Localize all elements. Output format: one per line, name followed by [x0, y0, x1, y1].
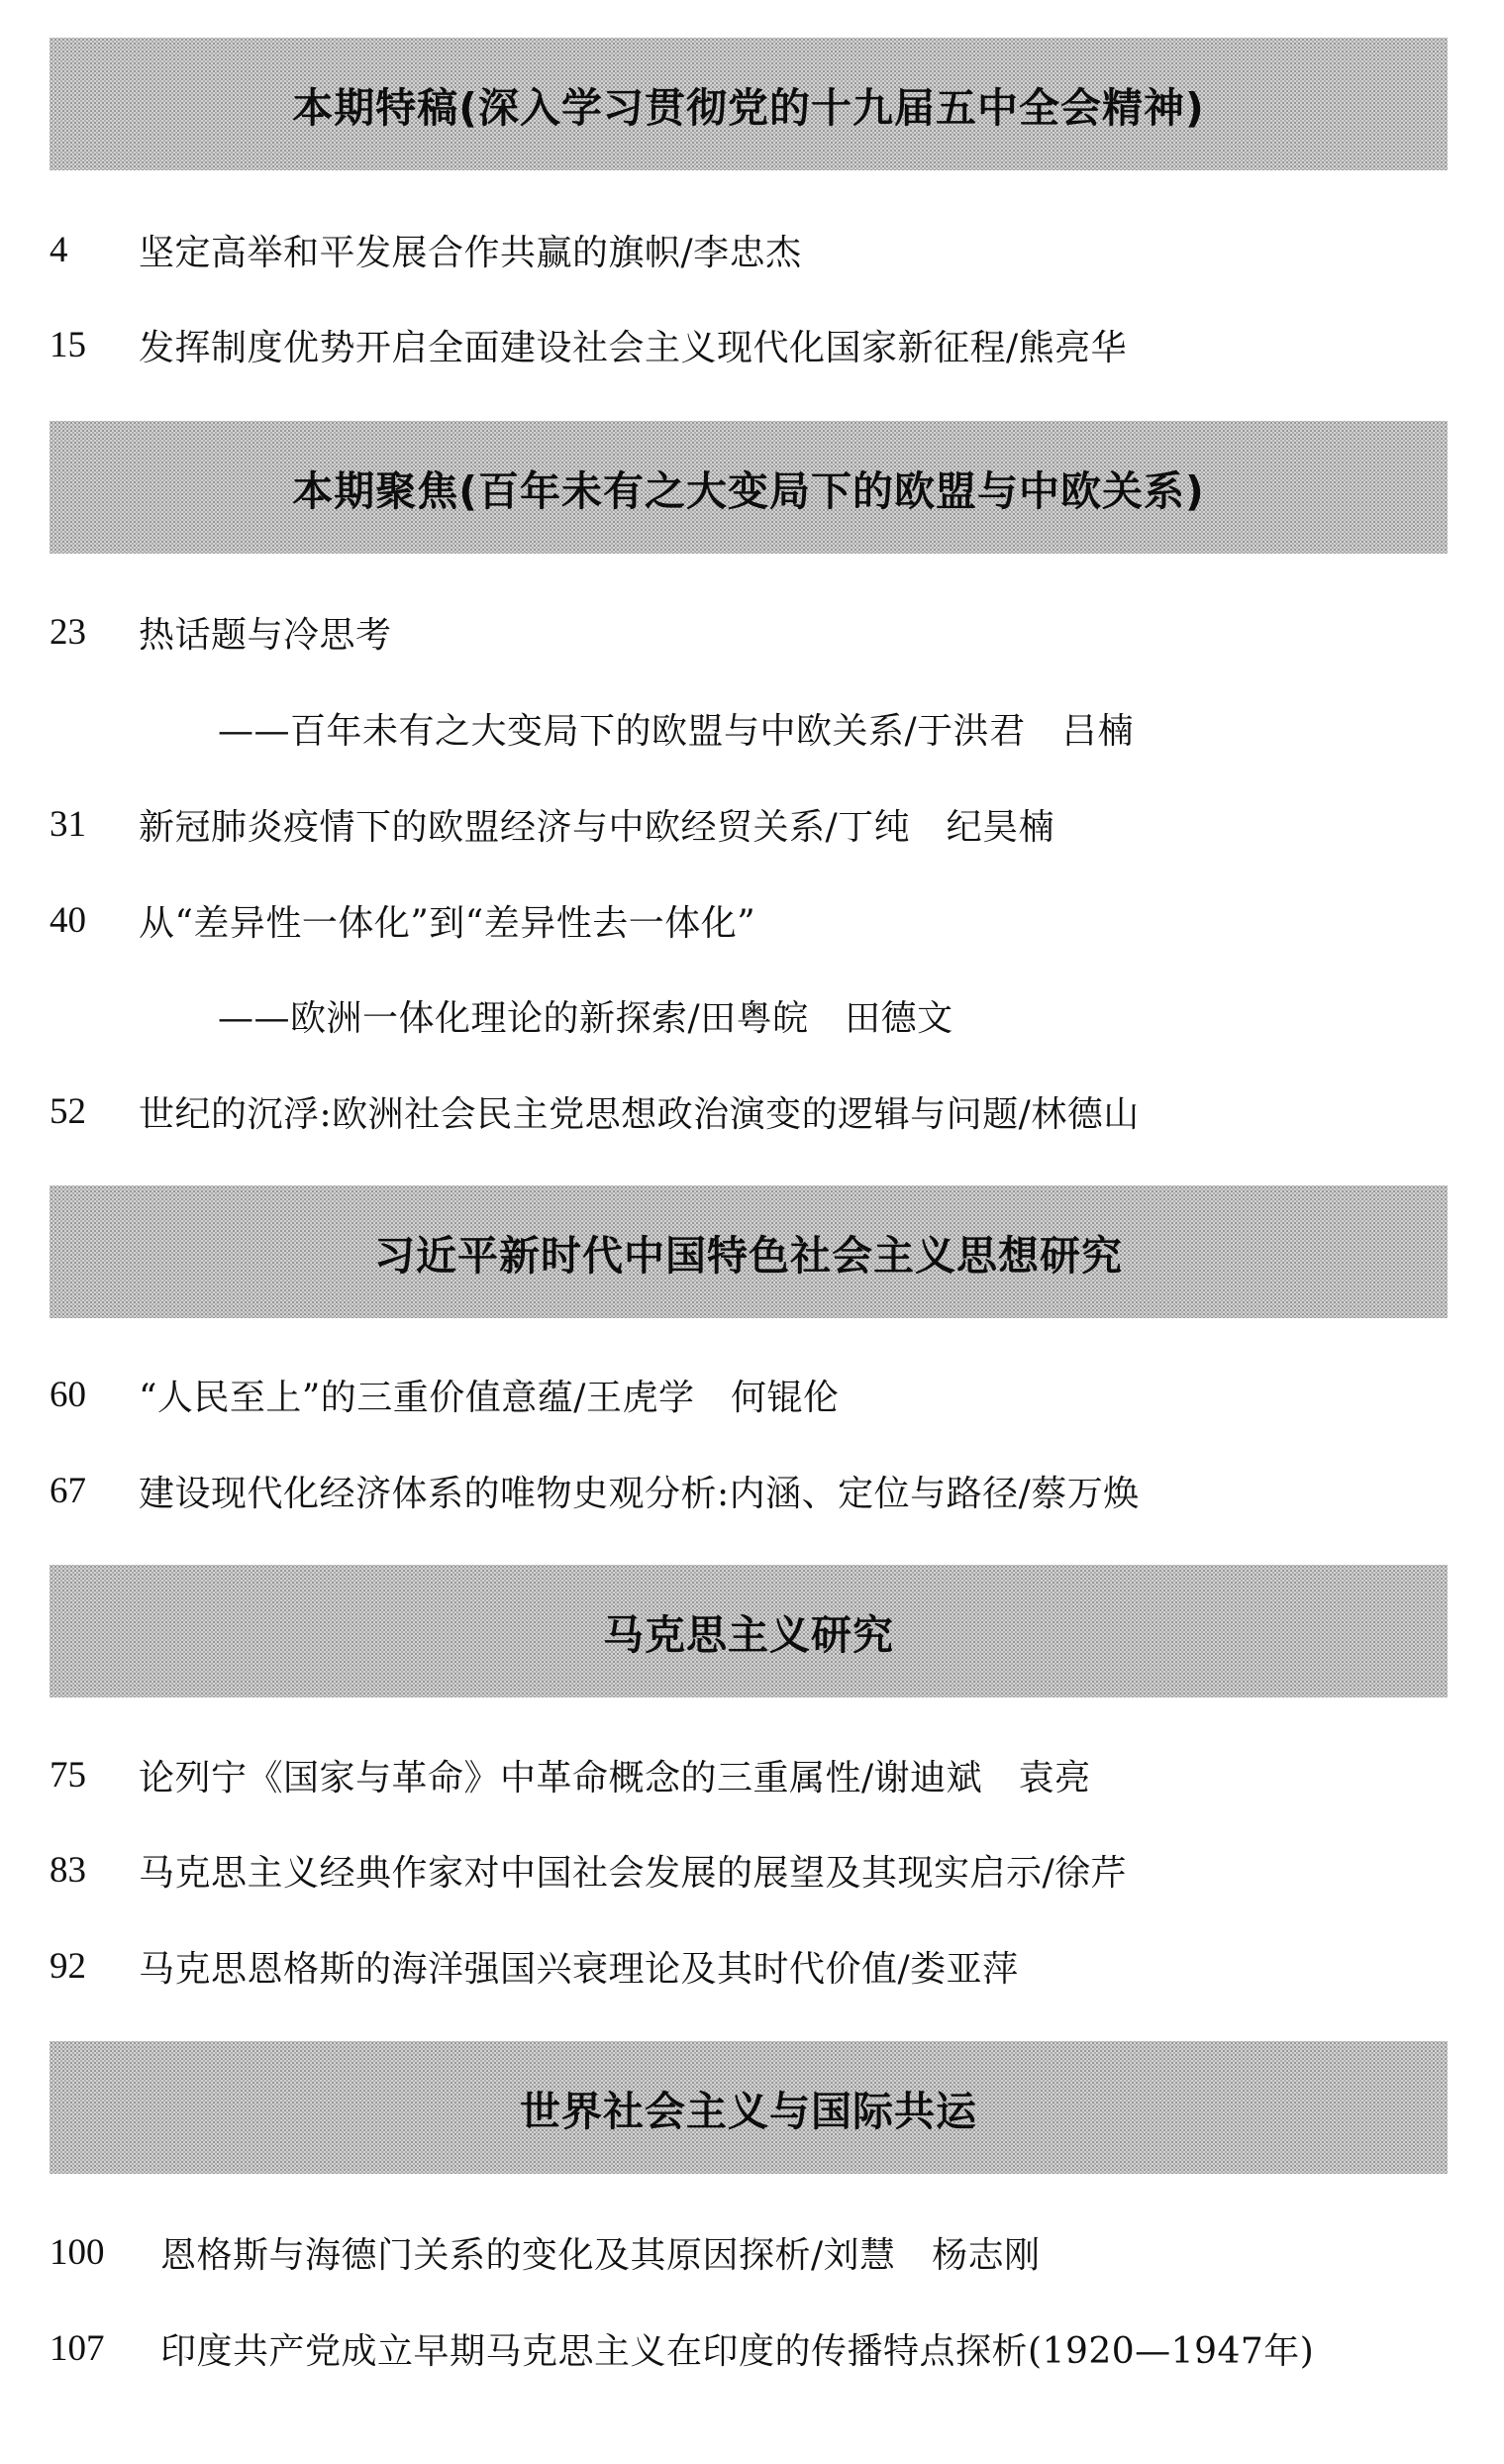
section-banner	[50, 421, 1448, 554]
entry-title: 坚定高举和平发展合作共赢的旗帜/李忠杰	[139, 232, 802, 273]
entry-title: 马克思恩格斯的海洋强国兴衰理论及其时代价值/娄亚萍	[139, 1948, 1019, 1990]
page-number: 92	[50, 1945, 86, 1987]
page-number: 83	[50, 1849, 86, 1891]
page-number: 15	[50, 324, 86, 365]
section-banner	[50, 1185, 1448, 1318]
section-heading: 马克思主义研究	[603, 1610, 894, 1659]
page-number: 4	[50, 229, 68, 270]
entry-title: 建设现代化经济体系的唯物史观分析:内涵、定位与路径/蔡万焕	[139, 1473, 1140, 1514]
section-banner	[50, 2041, 1448, 2174]
page-number: 52	[50, 1090, 86, 1132]
entry-title: 恩格斯与海德门关系的变化及其原因探析/刘慧 杨志刚	[160, 2234, 1041, 2276]
section-heading: 世界社会主义与国际共运	[520, 2087, 977, 2135]
entry-title: 世纪的沉浮:欧洲社会民主党思想政治演变的逻辑与问题/林德山	[139, 1093, 1140, 1135]
entry-subtitle: ——百年未有之大变局下的欧盟与中欧关系/于洪君 吕楠	[218, 710, 1135, 752]
page-number: 40	[50, 899, 86, 941]
section-banner	[50, 38, 1448, 170]
page-number: 75	[50, 1754, 86, 1796]
entry-subtitle: ——欧洲一体化理论的新探索/田粤皖 田德文	[218, 997, 953, 1039]
page-number: 60	[50, 1374, 86, 1415]
entry-title: 论列宁《国家与革命》中革命概念的三重属性/谢迪斌 袁亮	[139, 1757, 1091, 1798]
page-number: 107	[50, 2327, 105, 2369]
entry-title: 发挥制度优势开启全面建设社会主义现代化国家新征程/熊亮华	[139, 327, 1128, 368]
page-number: 31	[50, 803, 86, 845]
entry-title: 热话题与冷思考	[139, 614, 392, 656]
section-heading: 本期特稿(深入学习贯彻党的十九届五中全会精神)	[292, 83, 1205, 132]
page-number: 67	[50, 1470, 86, 1511]
entry-title: “人民至上”的三重价值意蕴/王虎学 何锟伦	[139, 1377, 840, 1418]
entry-title: 新冠肺炎疫情下的欧盟经济与中欧经贸关系/丁纯 纪昊楠	[139, 806, 1055, 848]
page-number: 23	[50, 611, 86, 653]
entry-title: 印度共产党成立早期马克思主义在印度的传播特点探析(1920—1947年)	[160, 2330, 1315, 2372]
section-heading: 本期聚焦(百年未有之大变局下的欧盟与中欧关系)	[292, 466, 1205, 515]
section-heading: 习近平新时代中国特色社会主义思想研究	[374, 1231, 1123, 1280]
entry-title: 从“差异性一体化”到“差异性去一体化”	[139, 902, 756, 944]
section-banner	[50, 1565, 1448, 1697]
entry-title: 马克思主义经典作家对中国社会发展的展望及其现实启示/徐芹	[139, 1852, 1128, 1894]
page-number: 100	[50, 2231, 105, 2273]
